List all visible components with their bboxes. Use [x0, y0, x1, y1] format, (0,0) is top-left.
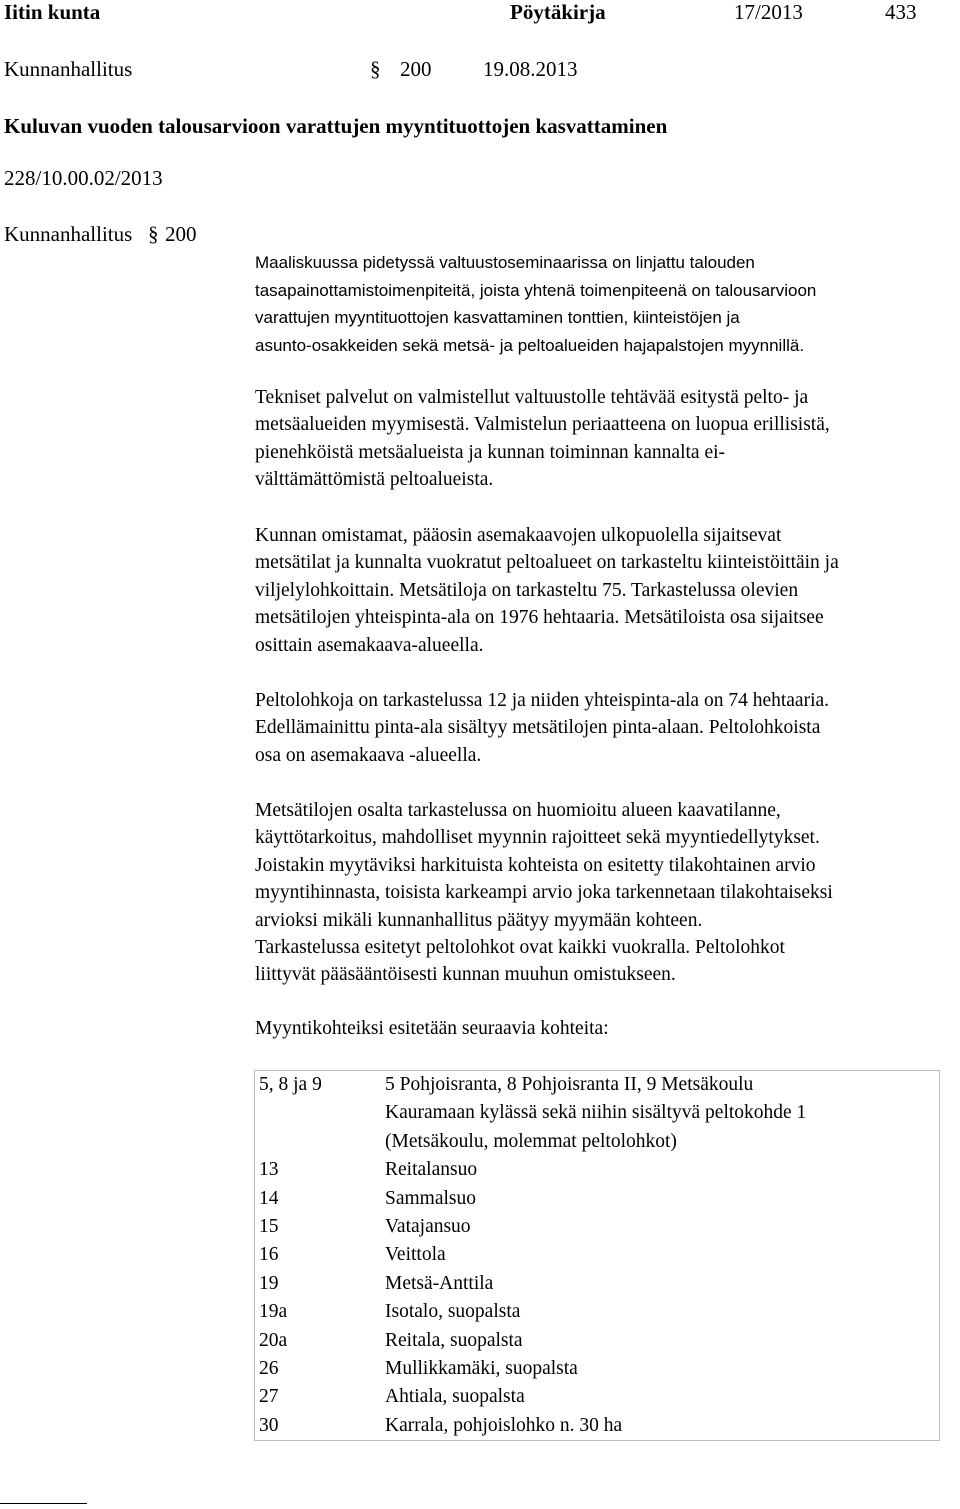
paragraph-line: viljelylohkoittain. Metsätiloja on tarkasteltu 75. Tarkastelussa olevien	[255, 579, 799, 601]
item-description-line: 5 Pohjoisranta, 8 Pohjoisranta II, 9 Metsäkoulu	[385, 1074, 754, 1095]
table-row	[255, 1071, 940, 1157]
paragraph-line: Maaliskuussa pidetyssä valtuustoseminaarissa on linjattu talouden	[255, 253, 755, 272]
table-row	[255, 1327, 940, 1355]
paragraph-5	[255, 797, 955, 989]
item-number: 14	[259, 1187, 279, 1209]
table-row	[255, 1355, 940, 1383]
meeting-date: 19.08.2013	[483, 57, 578, 81]
paragraph-line: pienehköistä metsäalueista ja kunnan toiminnan kannalta ei-	[255, 441, 726, 463]
paragraph-line: osa on asemakaava -alueella.	[255, 744, 482, 766]
item-number: 20a	[259, 1329, 288, 1351]
item-description: Isotalo, suopalsta	[385, 1301, 521, 1323]
item-description: Sammalsuo	[385, 1187, 476, 1209]
paragraph-2	[255, 384, 955, 494]
item-description-line: Kauramaan kylässä sekä niihin sisältyvä peltokohde 1	[385, 1102, 807, 1124]
item-description: Vatajansuo	[385, 1216, 471, 1238]
page-number: 433	[885, 0, 917, 24]
side-section-sign-icon: §	[148, 222, 159, 246]
item-description: Metsä-Anttila	[385, 1272, 494, 1294]
item-description: Karrala, pohjoislohko n. 30 ha	[385, 1414, 623, 1436]
paragraph-line: tasapainottamistoimenpiteitä, joista yhtenä toimenpiteenä on talousarvioon	[255, 280, 817, 300]
paragraph-line: Kunnan omistamat, pääosin asemakaavojen ulkopuolella sijaitsevat	[255, 525, 782, 546]
paragraph-6	[255, 1015, 955, 1042]
side-board-label: Kunnanhallitus	[4, 222, 133, 246]
paragraph-line: välttämättömistä peltoalueista.	[255, 469, 494, 491]
paragraph-line: arvioksi mikäli kunnanhallitus päätyy myymään kohteen.	[255, 909, 703, 931]
table-row	[255, 1412, 940, 1441]
item-number: 27	[259, 1386, 279, 1408]
item-number: 5, 8 ja 9	[259, 1074, 322, 1095]
item-number: 16	[259, 1244, 279, 1266]
paragraph-4	[255, 687, 955, 769]
reference-number: 228/10.00.02/2013	[4, 166, 163, 190]
paragraph-line: osittain asemakaava-alueella.	[255, 634, 484, 656]
municipality-name: Iitin kunta	[4, 0, 101, 24]
paragraph-line: käyttötarkoitus, mahdolliset myynnin rajoitteet sekä myyntiedellytykset.	[255, 827, 820, 849]
sale-items-table	[254, 1070, 940, 1441]
paragraph-line: Metsätilojen osalta tarkastelussa on huomioitu alueen kaavatilanne,	[255, 800, 781, 821]
document-number: 17/2013	[734, 0, 803, 24]
item-description: Reitala, suopalsta	[385, 1329, 523, 1351]
item-number: 19	[259, 1272, 279, 1294]
item-description: Veittola	[385, 1244, 446, 1266]
paragraph-line: Joistakin myytäviksi harkituista kohteista on esitetty tilakohtainen arvio	[255, 854, 816, 876]
table-row	[255, 1383, 940, 1411]
paragraph-line: Tarkastelussa esitetyt peltolohkot ovat kaikki vuokralla. Peltolohkot	[255, 937, 785, 959]
paragraph-line: liittyvät pääsääntöisesti kunnan muuhun omistukseen.	[255, 964, 676, 986]
paragraph-line: Peltolohkoja on tarkastelussa 12 ja niiden yhteispinta-ala on 74 hehtaaria.	[255, 690, 830, 711]
item-number: 15	[259, 1216, 279, 1238]
section-number: 200	[400, 57, 432, 81]
item-number: 13	[259, 1159, 279, 1181]
item-description: Reitalansuo	[385, 1159, 478, 1181]
paragraph-line: metsäalueiden myymisestä. Valmistelun periaatteena on luopua erillisistä,	[255, 414, 830, 436]
paragraph-1	[255, 249, 955, 359]
page-title: Kuluvan vuoden talousarvioon varattujen myyntituottojen kasvattaminen	[4, 114, 668, 138]
item-number: 19a	[259, 1301, 288, 1323]
table-row	[255, 1213, 940, 1241]
paragraph-3	[255, 522, 955, 659]
paragraph-line: asunto-osakkeiden sekä metsä- ja peltoalueiden hajapalstojen myynnillä.	[255, 335, 805, 355]
item-number: 26	[259, 1358, 279, 1380]
paragraph-line: Tekniset palvelut on valmistellut valtuustolle tehtävää esitystä pelto- ja	[255, 387, 809, 408]
table-row	[255, 1241, 940, 1269]
table-row	[255, 1270, 940, 1298]
paragraph-line: Myyntikohteiksi esitetään seuraavia kohteita:	[255, 1018, 609, 1039]
section-sign-icon: §	[370, 57, 381, 81]
side-section-number: 200	[165, 222, 197, 246]
paragraph-line: myyntihinnasta, toisista karkeampi arvio joka tarkennetaan tilakohtaiseksi	[255, 882, 833, 904]
item-number: 30	[259, 1414, 279, 1436]
paragraph-line: varattujen myyntituottojen kasvattaminen tonttien, kiinteistöjen ja	[255, 308, 740, 328]
document-type: Pöytäkirja	[510, 0, 606, 24]
table-row	[255, 1156, 940, 1184]
item-description: Mullikkamäki, suopalsta	[385, 1358, 578, 1380]
paragraph-line: Edellämainittu pinta-ala sisältyy metsätilojen pinta-alaan. Peltolohkoista	[255, 717, 821, 739]
table-row	[255, 1185, 940, 1213]
item-description-line: (Metsäkoulu, molemmat peltolohkot)	[385, 1130, 677, 1152]
paragraph-line: metsätilat ja kunnalta vuokratut peltoalueet on tarkasteltu kiinteistöittäin ja	[255, 552, 839, 574]
paragraph-line: metsätilojen yhteispinta-ala on 1976 hehtaaria. Metsätiloista osa sijaitsee	[255, 607, 824, 629]
item-description	[381, 1071, 940, 1157]
board-name: Kunnanhallitus	[4, 57, 133, 81]
item-description: Ahtiala, suopalsta	[385, 1386, 525, 1408]
table-row	[255, 1298, 940, 1326]
footnote-divider	[0, 1503, 87, 1504]
